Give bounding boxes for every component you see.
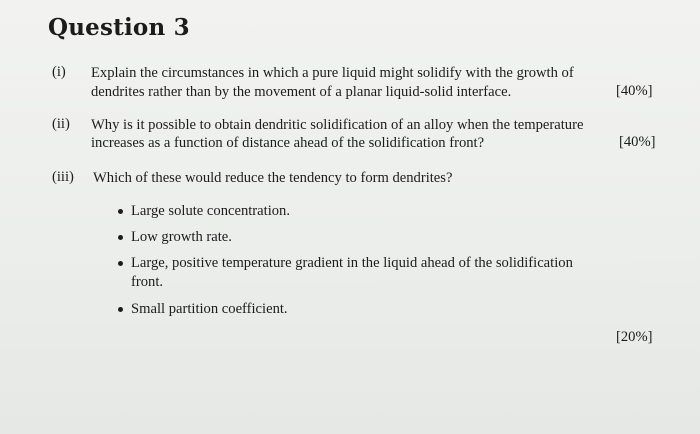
bullet-item-3: Large, positive temperature gradient in the liquid ahead of the solidification	[131, 255, 573, 271]
part-iii-mark: [20%]	[616, 329, 653, 345]
bullet-dot	[118, 261, 123, 266]
bullet-dot	[118, 307, 123, 312]
bullet-dot	[118, 209, 123, 214]
bullet-dot	[118, 235, 123, 240]
part-i-line-1: Explain the circumstances in which a pure liquid might solidify with the growth of	[91, 65, 574, 81]
bullet-item-3-cont: front.	[131, 274, 164, 290]
part-i-line-2: dendrites rather than by the movement of a planar liquid-solid interface.	[91, 84, 512, 100]
part-ii-line-1: Why is it possible to obtain dendritic solidification of an alloy when the temperature	[91, 117, 584, 133]
part-i-number: (i)	[52, 64, 66, 80]
part-iii-line-1: Which of these would reduce the tendency to form dendrites?	[93, 170, 453, 186]
bullet-item-4: Small partition coefficient.	[131, 301, 288, 317]
part-iii-number: (iii)	[52, 169, 74, 185]
bullet-item-1: Large solute concentration.	[131, 203, 290, 219]
question-title: Question 3	[48, 14, 190, 41]
part-ii-number: (ii)	[52, 116, 70, 132]
part-ii-mark: [40%]	[619, 134, 656, 150]
bullet-item-2: Low growth rate.	[131, 229, 232, 245]
part-i-mark: [40%]	[616, 83, 653, 99]
part-ii-line-2: increases as a function of distance ahead of the solidification front?	[91, 135, 485, 151]
